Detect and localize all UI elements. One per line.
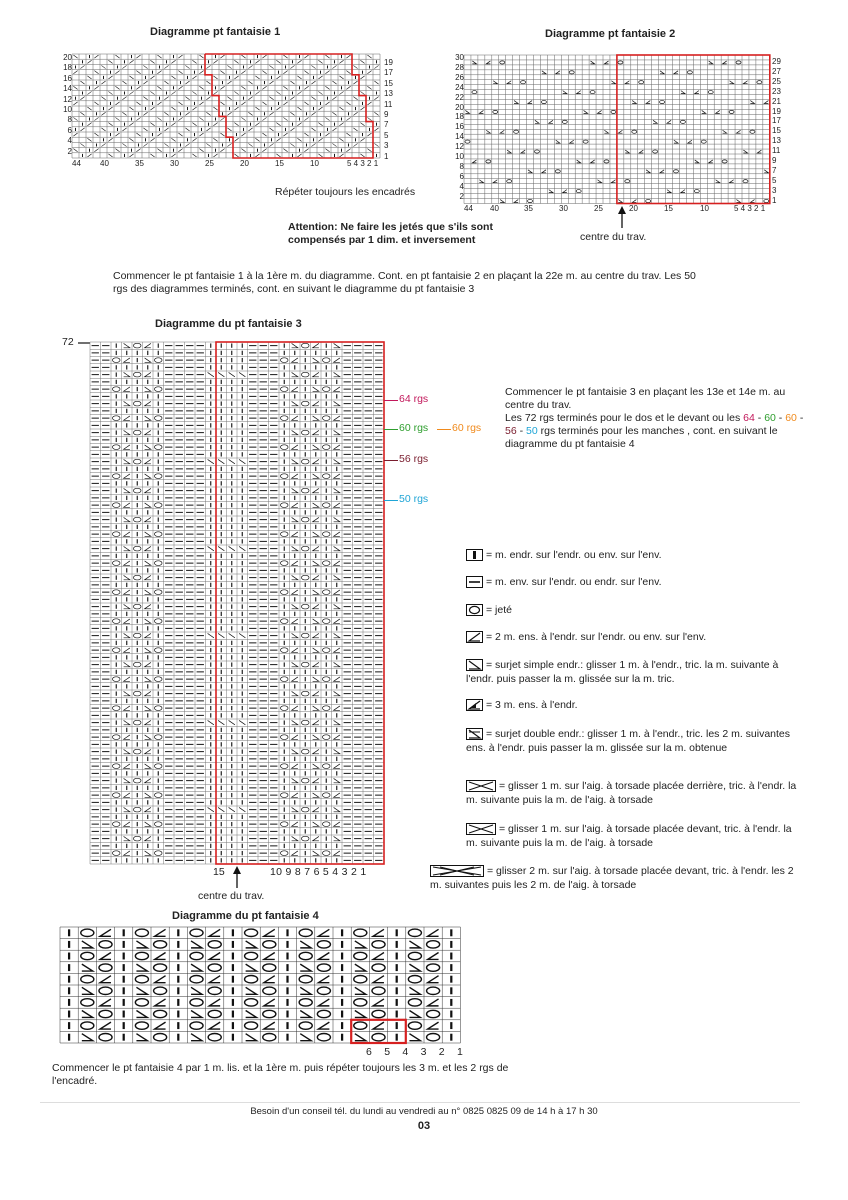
k3tog-icon <box>466 699 483 711</box>
footer: Besoin d'un conseil tél. du lundi au vendredi au n° 0825 0825 09 de 14 h à 17 h 30 <box>250 1106 598 1117</box>
diagram1-col-labels <box>72 159 382 169</box>
diagram1-row-label: 20 <box>63 53 72 62</box>
page-number: 03 <box>417 1120 431 1132</box>
diagram2-row-label: 17 <box>772 116 781 126</box>
diagram1-row-label: 12 <box>63 94 72 104</box>
diagram2-col-labels <box>464 204 770 214</box>
diagram2-row-label: 7 <box>772 165 777 175</box>
diagram2-col-label: 35 <box>524 204 533 213</box>
centre-arrow-1 <box>618 206 626 228</box>
diagram1-row-label: 4 <box>67 136 72 146</box>
pf3-sizes: 64 - 60 - 60 - 56 - 50 <box>505 412 804 437</box>
legend-row <box>466 548 806 562</box>
pf3-line1: Commencer le pt fantaisie 3 en plaçant les 13e et 14e m. au centre du trav. <box>505 386 786 411</box>
diagram2-row-label: 25 <box>772 76 781 86</box>
diagram2-row-label: 1 <box>772 195 777 205</box>
diagram4-col-label: 1 <box>457 1046 463 1058</box>
diagram2-row-label: 23 <box>772 86 781 96</box>
pf3-instructions <box>505 386 805 451</box>
row-marker-label: 56 rgs <box>399 453 429 465</box>
diagram2-col-label: 30 <box>559 204 568 213</box>
diagram2-row-label: 8 <box>459 161 464 171</box>
diagram2-col-label: 40 <box>490 204 499 213</box>
diagram1-title: Diagramme pt fantaisie 1 <box>150 26 281 38</box>
diagram2-row-label: 18 <box>455 112 464 122</box>
legend-text: = surjet simple endr.: glisser 1 m. à l'endr., tric. la m. suivante à l'endr. puis passer la m. glissée sur la m. tric. <box>466 659 779 685</box>
legend-row <box>430 864 806 892</box>
diagram1-col-label: 40 <box>100 159 109 168</box>
pf3-size-value: 60 <box>764 412 776 424</box>
diagram4-grid <box>60 927 464 1047</box>
pf3-size-value: 64 <box>743 412 755 424</box>
row-marker-line <box>384 460 398 461</box>
centre-trav-label-1: centre du trav. <box>580 231 647 243</box>
legend-text: = 2 m. ens. à l'endr. sur l'endr. ou env. sur l'env. <box>486 631 707 643</box>
yarn-over-icon <box>466 604 483 616</box>
legend-text: = glisser 1 m. sur l'aig. à torsade placée devant, tric. à l'endr. la m. suivante puis la m. de l'aig. à torsade <box>466 823 792 849</box>
diagram2-row-label: 9 <box>772 156 777 165</box>
diagram1-row-label: 5 <box>384 130 389 140</box>
diagram4-col-label: 3 <box>420 1046 427 1058</box>
diagram1-col-label: 15 <box>275 159 284 168</box>
diagram1-col-label: 20 <box>240 159 249 168</box>
diagram3-col-label-15: 15 <box>213 866 225 878</box>
diagram2-row-label: 29 <box>772 57 781 66</box>
diagram1-row-label: 9 <box>384 110 389 119</box>
diagram2-row-label: 24 <box>455 82 464 92</box>
diagram1-row-label: 1 <box>384 151 389 161</box>
diagram2-row-label: 3 <box>772 185 777 195</box>
diagram2-row-label: 27 <box>772 66 781 76</box>
diagram3-top-row-label: 72 <box>62 336 74 348</box>
diagram4-col-label: 6 <box>366 1046 372 1058</box>
diagram1-row-label: 14 <box>63 84 72 94</box>
diagram2-row-label: 6 <box>459 171 464 181</box>
skp-icon <box>466 659 483 671</box>
diagram1-row-label: 13 <box>384 89 393 99</box>
legend-text: = surjet double endr.: glisser 1 m. à l'endr., tric. les 2 m. suivantes ens. à l'endr. puis passer la m. glissée sur la m. obtenue <box>466 728 791 754</box>
diagram2-row-label: 16 <box>455 122 464 132</box>
centre-trav-label-3: centre du trav. <box>198 890 265 902</box>
diagram2-col-label: 5 4 3 2 1 <box>734 204 766 213</box>
legend-row <box>466 698 806 712</box>
pf3-size-value: 56 <box>505 425 517 437</box>
diagram1-row-label: 2 <box>67 146 72 156</box>
pf3-line2-prefix: Les 72 rgs terminés pour le dos et le devant ou les <box>505 412 741 424</box>
diagram2-row-label: 4 <box>459 181 464 191</box>
diagram1-col-label: 5 4 3 2 1 <box>347 159 379 168</box>
sk2p-icon <box>466 728 483 740</box>
diagram1-row-label: 10 <box>63 105 72 114</box>
diagram2-row-label: 12 <box>455 142 464 152</box>
row-marker-line <box>384 429 398 430</box>
diagram2-row-label: 13 <box>772 136 781 146</box>
diagram2-col-label: 44 <box>464 204 473 213</box>
row-marker-label: 60 rgs <box>452 422 482 434</box>
legend-text: = 3 m. ens. à l'endr. <box>486 699 578 711</box>
diagram1-row-label: 19 <box>384 58 393 67</box>
diagram1-row-label: 11 <box>384 99 393 109</box>
diagram3-row-tick <box>78 342 90 346</box>
pf3-size-value: 50 <box>526 425 538 437</box>
cable-2-front-icon <box>430 865 484 877</box>
diagram4-note: Commencer le pt fantaisie 4 par 1 m. lis. et la 1ère m. puis répéter toujours les 3 m. et les 2 rgs de l'encadré. <box>52 1062 509 1087</box>
legend-row <box>466 822 806 850</box>
legend-row <box>466 575 806 589</box>
diagram2-row-label: 11 <box>772 146 781 156</box>
row-marker-label: 60 rgs <box>399 422 429 434</box>
diagram1-row-label: 15 <box>384 78 393 88</box>
diagram2-row-label: 10 <box>455 152 464 161</box>
legend-row <box>466 658 806 686</box>
diagram2-row-label: 19 <box>772 106 781 116</box>
row-marker-line <box>384 400 398 401</box>
row-marker-line <box>437 429 451 430</box>
knit-icon <box>466 549 483 561</box>
diagram1-grid <box>72 54 382 160</box>
diagram2-grid <box>464 55 770 205</box>
k2tog-icon <box>466 631 483 643</box>
diagram3-title: Diagramme du pt fantaisie 3 <box>155 318 302 330</box>
legend-row <box>466 779 806 807</box>
row-marker-label: 50 rgs <box>399 493 429 505</box>
centre-arrow-3 <box>233 866 241 888</box>
diagram2-row-label: 28 <box>455 62 464 72</box>
diagram4-col-labels <box>360 1046 470 1060</box>
diagram2-row-label: 20 <box>455 102 464 112</box>
diagram2-row-label: 21 <box>772 96 781 106</box>
diagram1-row-label: 6 <box>67 125 72 135</box>
diagram1-col-label: 44 <box>72 159 81 168</box>
diagram4-title: Diagramme du pt fantaisie 4 <box>172 910 319 922</box>
attention-note: Attention: Ne faire les jetés que s'ils sont compensés par 1 dim. et inversement <box>288 221 493 246</box>
purl-icon <box>466 576 483 588</box>
diagram2-row-label: 30 <box>455 53 464 62</box>
legend-text: = jeté <box>486 604 512 616</box>
diagram2-row-label: 26 <box>455 72 464 82</box>
legend-text: = glisser 2 m. sur l'aig. à torsade placée devant, tric. à l'endr. les 2 m. suivantes puis les 2 m. de l'aig. à torsade <box>430 865 794 891</box>
diagram1-row-label: 3 <box>384 141 389 151</box>
diagram1-col-label: 10 <box>310 159 319 168</box>
legend-row <box>466 630 806 644</box>
diagram2-row-label: 5 <box>772 175 777 185</box>
diagram4-col-label: 5 <box>384 1046 391 1058</box>
instructions: Commencer le pt fantaisie 1 à la 1ère m. du diagramme. Cont. en pt fantaisie 2 en plaçant la 22e m. au centre du trav. Les 50 rgs des diagrammes terminés, cont. en suivant le diagramme du pt fantaisie 3 <box>113 270 696 295</box>
diagram1-row-label: 8 <box>67 115 72 125</box>
diagram1-row-label: 17 <box>384 68 393 78</box>
diagram3-grid <box>90 342 384 864</box>
diagram1-col-label: 25 <box>205 159 214 168</box>
diagram1-row-label: 16 <box>63 73 72 83</box>
diagram2-col-label: 20 <box>629 204 638 213</box>
diagram1-col-label: 30 <box>170 159 179 168</box>
diagram2-title: Diagramme pt fantaisie 2 <box>545 28 676 40</box>
legend-text: = m. endr. sur l'endr. ou env. sur l'env. <box>486 549 662 561</box>
diagram2-row-label: 22 <box>455 92 464 102</box>
repeat-note: Répéter toujours les encadrés <box>275 186 416 198</box>
diagram1-row-label: 18 <box>63 63 72 73</box>
diagram4-col-label: 2 <box>438 1046 445 1058</box>
diagram2-row-label: 14 <box>455 132 464 142</box>
diagram2-col-label: 25 <box>594 204 603 213</box>
legend-row <box>466 727 806 755</box>
pf3-line2-suffix: rgs terminés pour les manches , cont. en suivant le diagramme du pt fantaisie 4 <box>505 425 778 450</box>
diagram4-col-label: 4 <box>402 1046 409 1058</box>
cable-front-icon <box>466 823 496 835</box>
row-marker-line <box>384 500 398 501</box>
diagram2-col-label: 15 <box>664 204 673 213</box>
diagram2-row-label: 15 <box>772 126 781 136</box>
row-marker-label: 64 rgs <box>399 393 429 405</box>
pf3-size-value: 60 <box>785 412 797 424</box>
legend-text: = m. env. sur l'endr. ou endr. sur l'env. <box>486 576 662 588</box>
diagram3-col-labels: 10 9 8 7 6 5 4 3 2 1 <box>270 866 367 878</box>
legend-row <box>466 603 806 617</box>
diagram1-col-label: 35 <box>135 159 144 168</box>
diagram2-row-label: 2 <box>459 191 464 201</box>
diagram1-row-label: 7 <box>384 120 389 130</box>
cable-back-icon <box>466 780 496 792</box>
legend-text: = glisser 1 m. sur l'aig. à torsade placée derrière, tric. à l'endr. la m. suivante puis la m. de l'aig. à torsade <box>466 780 797 806</box>
diagram2-col-label: 10 <box>700 204 709 213</box>
